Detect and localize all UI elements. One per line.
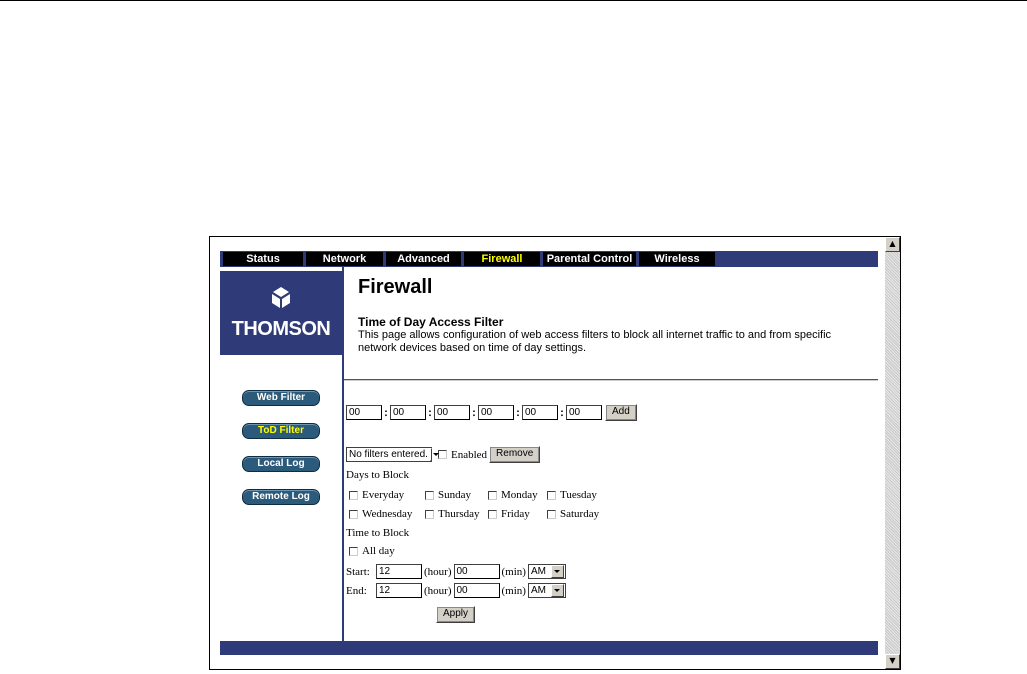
- mac-octet-2-input[interactable]: 00: [390, 405, 426, 420]
- mac-address-row: [346, 404, 637, 421]
- time-heading: Time to Block: [346, 527, 410, 539]
- mac-octet-4-input[interactable]: 00: [478, 405, 514, 420]
- days-heading: Days to Block: [346, 469, 409, 481]
- all-day-checkbox[interactable]: [349, 547, 358, 556]
- vertical-scrollbar[interactable]: [885, 237, 900, 669]
- hour-unit-label: (hour): [424, 584, 452, 597]
- tab-advanced[interactable]: Advanced: [386, 252, 461, 266]
- main-content: [344, 267, 878, 641]
- sidebar: [220, 267, 344, 641]
- tab-wireless[interactable]: Wireless: [639, 252, 715, 266]
- day-label: Wednesday: [362, 508, 413, 520]
- end-label: End:: [346, 584, 367, 597]
- end-min-input[interactable]: 00: [454, 583, 500, 598]
- wednesday-checkbox[interactable]: [349, 510, 358, 519]
- mac-separator: :: [384, 406, 388, 419]
- monday-checkbox[interactable]: [488, 491, 497, 500]
- min-unit-label: (min): [501, 584, 526, 597]
- end-time-row: [346, 583, 566, 598]
- day-label: Sunday: [438, 489, 471, 501]
- tab-status[interactable]: Status: [223, 252, 303, 266]
- section-title: Time of Day Access Filter: [358, 315, 504, 329]
- start-label: Start:: [346, 565, 370, 578]
- scroll-up-icon[interactable]: ▲: [885, 237, 900, 252]
- mac-separator: :: [516, 406, 520, 419]
- chevron-down-icon: [430, 448, 432, 461]
- end-ampm-select[interactable]: [528, 583, 566, 598]
- tab-network[interactable]: Network: [306, 252, 383, 266]
- top-nav-bar: [220, 251, 878, 267]
- chevron-down-icon: [551, 565, 564, 578]
- start-hour-input[interactable]: 12: [376, 564, 422, 579]
- filter-list-select[interactable]: [346, 447, 432, 462]
- day-label: Friday: [501, 508, 530, 520]
- everyday-checkbox[interactable]: [349, 491, 358, 500]
- filter-row: [346, 446, 540, 463]
- page-title: Firewall: [358, 276, 433, 298]
- mac-octet-1-input[interactable]: 00: [346, 405, 382, 420]
- remove-button[interactable]: Remove: [489, 446, 540, 463]
- mac-octet-3-input[interactable]: 00: [434, 405, 470, 420]
- divider: [344, 379, 878, 381]
- day-label: Monday: [501, 489, 538, 501]
- days-row-2: [349, 508, 599, 520]
- start-ampm-value: AM: [530, 566, 546, 577]
- days-row-1: [349, 489, 597, 501]
- thursday-checkbox[interactable]: [425, 510, 434, 519]
- day-label: Everyday: [362, 489, 405, 501]
- day-label: Thursday: [438, 508, 480, 520]
- all-day-label: All day: [362, 545, 395, 557]
- mac-separator: :: [560, 406, 564, 419]
- mac-octet-6-input[interactable]: 00: [566, 405, 602, 420]
- start-min-input[interactable]: 00: [454, 564, 500, 579]
- filter-list-value: No filters entered.: [349, 449, 428, 460]
- sidebar-item-web-filter[interactable]: Web Filter: [242, 390, 320, 406]
- sunday-checkbox[interactable]: [425, 491, 434, 500]
- brand-panel: [220, 271, 342, 355]
- thomson-logo-icon: [268, 286, 294, 312]
- scroll-down-icon[interactable]: ▼: [885, 654, 900, 669]
- end-hour-input[interactable]: 12: [376, 583, 422, 598]
- sidebar-item-remote-log[interactable]: Remote Log: [242, 489, 320, 505]
- day-label: Tuesday: [560, 489, 597, 501]
- hour-unit-label: (hour): [424, 565, 452, 578]
- friday-checkbox[interactable]: [488, 510, 497, 519]
- scrollbar-track[interactable]: [885, 252, 900, 654]
- day-label: Saturday: [560, 508, 600, 520]
- all-day-row: [349, 545, 395, 557]
- mac-separator: :: [472, 406, 476, 419]
- section-description: This page allows configuration of web access filters to block all internet traffic to and from specific network devices based on time of day settings.: [358, 329, 832, 354]
- tuesday-checkbox[interactable]: [547, 491, 556, 500]
- page-viewport: [210, 237, 885, 669]
- browser-window: [209, 236, 901, 670]
- apply-row: [436, 606, 475, 623]
- add-button[interactable]: Add: [605, 404, 637, 421]
- sidebar-item-tod-filter[interactable]: ToD Filter: [242, 423, 320, 439]
- start-ampm-select[interactable]: [528, 564, 566, 579]
- apply-button[interactable]: Apply: [436, 606, 475, 623]
- bottom-bar: [220, 641, 878, 655]
- tab-firewall[interactable]: Firewall: [464, 252, 540, 266]
- chevron-down-icon: [551, 584, 564, 597]
- mac-octet-5-input[interactable]: 00: [522, 405, 558, 420]
- mac-separator: :: [428, 406, 432, 419]
- min-unit-label: (min): [501, 565, 526, 578]
- enabled-label: Enabled: [451, 448, 488, 461]
- enabled-checkbox[interactable]: [438, 450, 447, 459]
- saturday-checkbox[interactable]: [547, 510, 556, 519]
- end-ampm-value: AM: [530, 585, 546, 596]
- brand-name: THOMSON: [231, 318, 331, 340]
- sidebar-item-local-log[interactable]: Local Log: [242, 456, 320, 472]
- tab-parental-control[interactable]: Parental Control: [543, 252, 636, 266]
- document-top-rule: [0, 0, 1027, 1]
- start-time-row: [346, 564, 566, 579]
